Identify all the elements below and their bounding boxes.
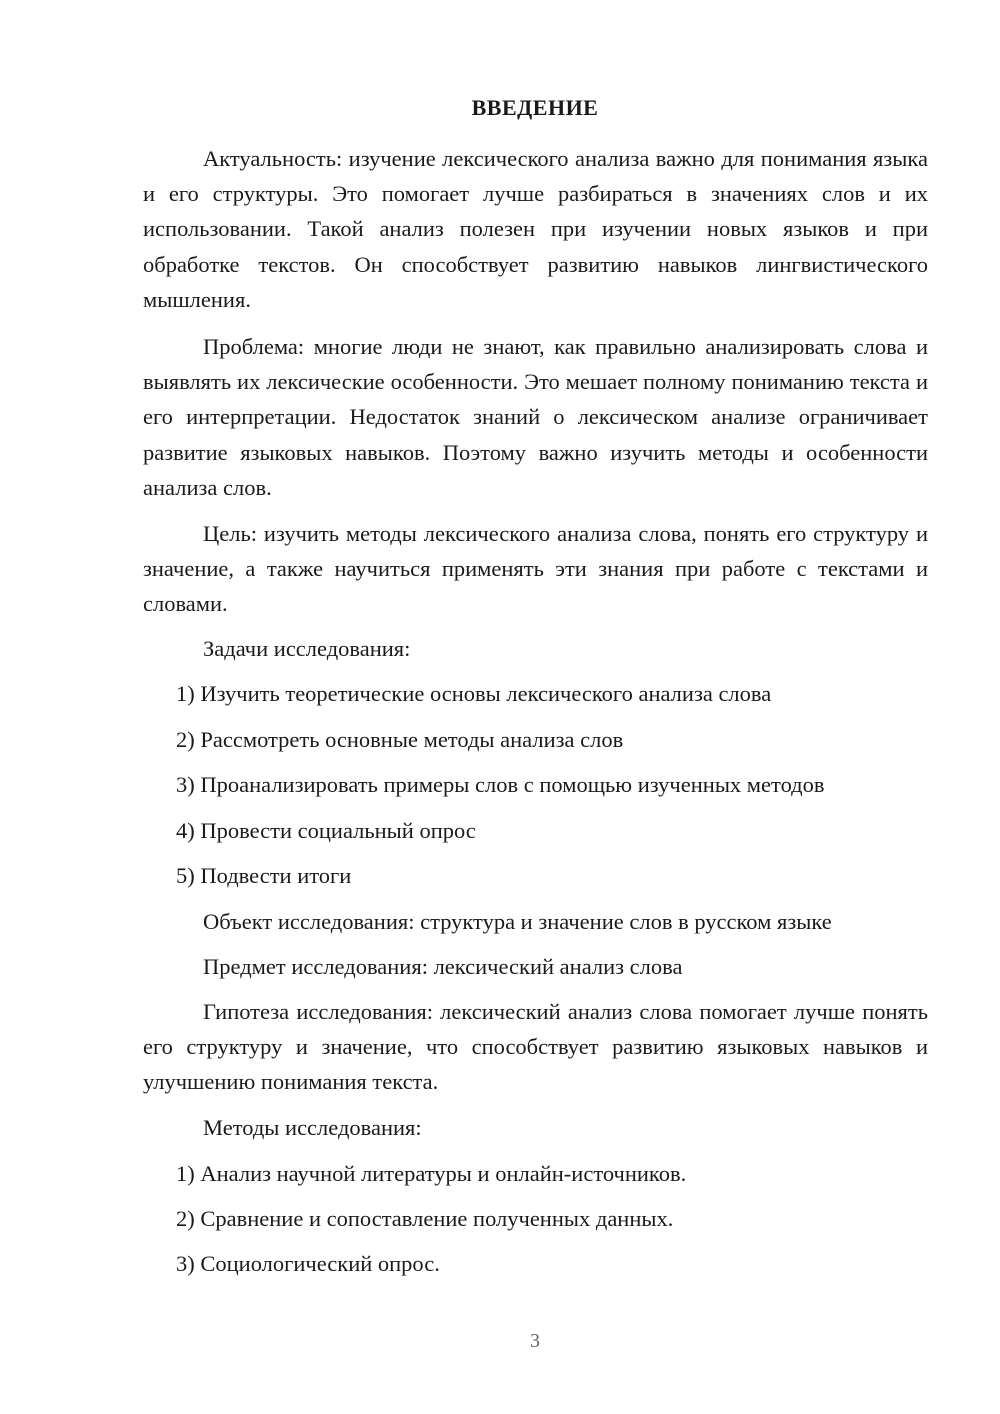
problem-paragraph: Проблема: многие люди не знают, как правильно анализировать слова и выявлять их лексические особенности. Это мешает полному пониманию текста и его интерпретации. Недостаток знаний о лексическом анализе ограничивает развитие языковых навыков. Поэтому важно изучить методы и особенности анализа слов. <box>143 334 928 500</box>
tasks-heading: Задачи исследования: <box>203 636 411 661</box>
subject-line: Предмет исследования: лексический анализ слова <box>203 954 683 979</box>
task-item: 1) Изучить теоретические основы лексического анализа слова <box>176 681 772 706</box>
methods-heading: Методы исследования: <box>203 1115 422 1140</box>
method-item: 2) Сравнение и сопоставление полученных данных. <box>176 1206 674 1231</box>
goal-paragraph: Цель: изучить методы лексического анализа слова, понять его структуру и значение, а также научиться применять эти знания при работе с текстами и словами. <box>143 521 928 617</box>
hypothesis-paragraph: Гипотеза исследования: лексический анализ слова помогает лучше понять его структуру и значение, что способствует развитию языковых навыков и улучшению понимания текста. <box>143 999 928 1095</box>
method-item: 1) Анализ научной литературы и онлайн-источников. <box>176 1161 687 1186</box>
page-number: 3 <box>530 1330 540 1352</box>
task-item: 3) Проанализировать примеры слов с помощью изученных методов <box>176 772 825 797</box>
task-item: 2) Рассмотреть основные методы анализа слов <box>176 727 624 752</box>
task-item: 5) Подвести итоги <box>176 863 352 888</box>
relevance-paragraph: Актуальность: изучение лексического анализа важно для понимания языка и его структуры. Это помогает лучше разбираться в значениях слов и их использовании. Такой анализ полезен при изучении новых языков и при обработке текстов. Он способствует развитию навыков лингвистического мышления. <box>143 146 928 312</box>
page-title: ВВЕДЕНИЕ <box>471 95 599 120</box>
method-item: 3) Социологический опрос. <box>176 1251 440 1276</box>
object-line: Объект исследования: структура и значение слов в русском языке <box>203 909 832 934</box>
task-item: 4) Провести социальный опрос <box>176 818 476 843</box>
